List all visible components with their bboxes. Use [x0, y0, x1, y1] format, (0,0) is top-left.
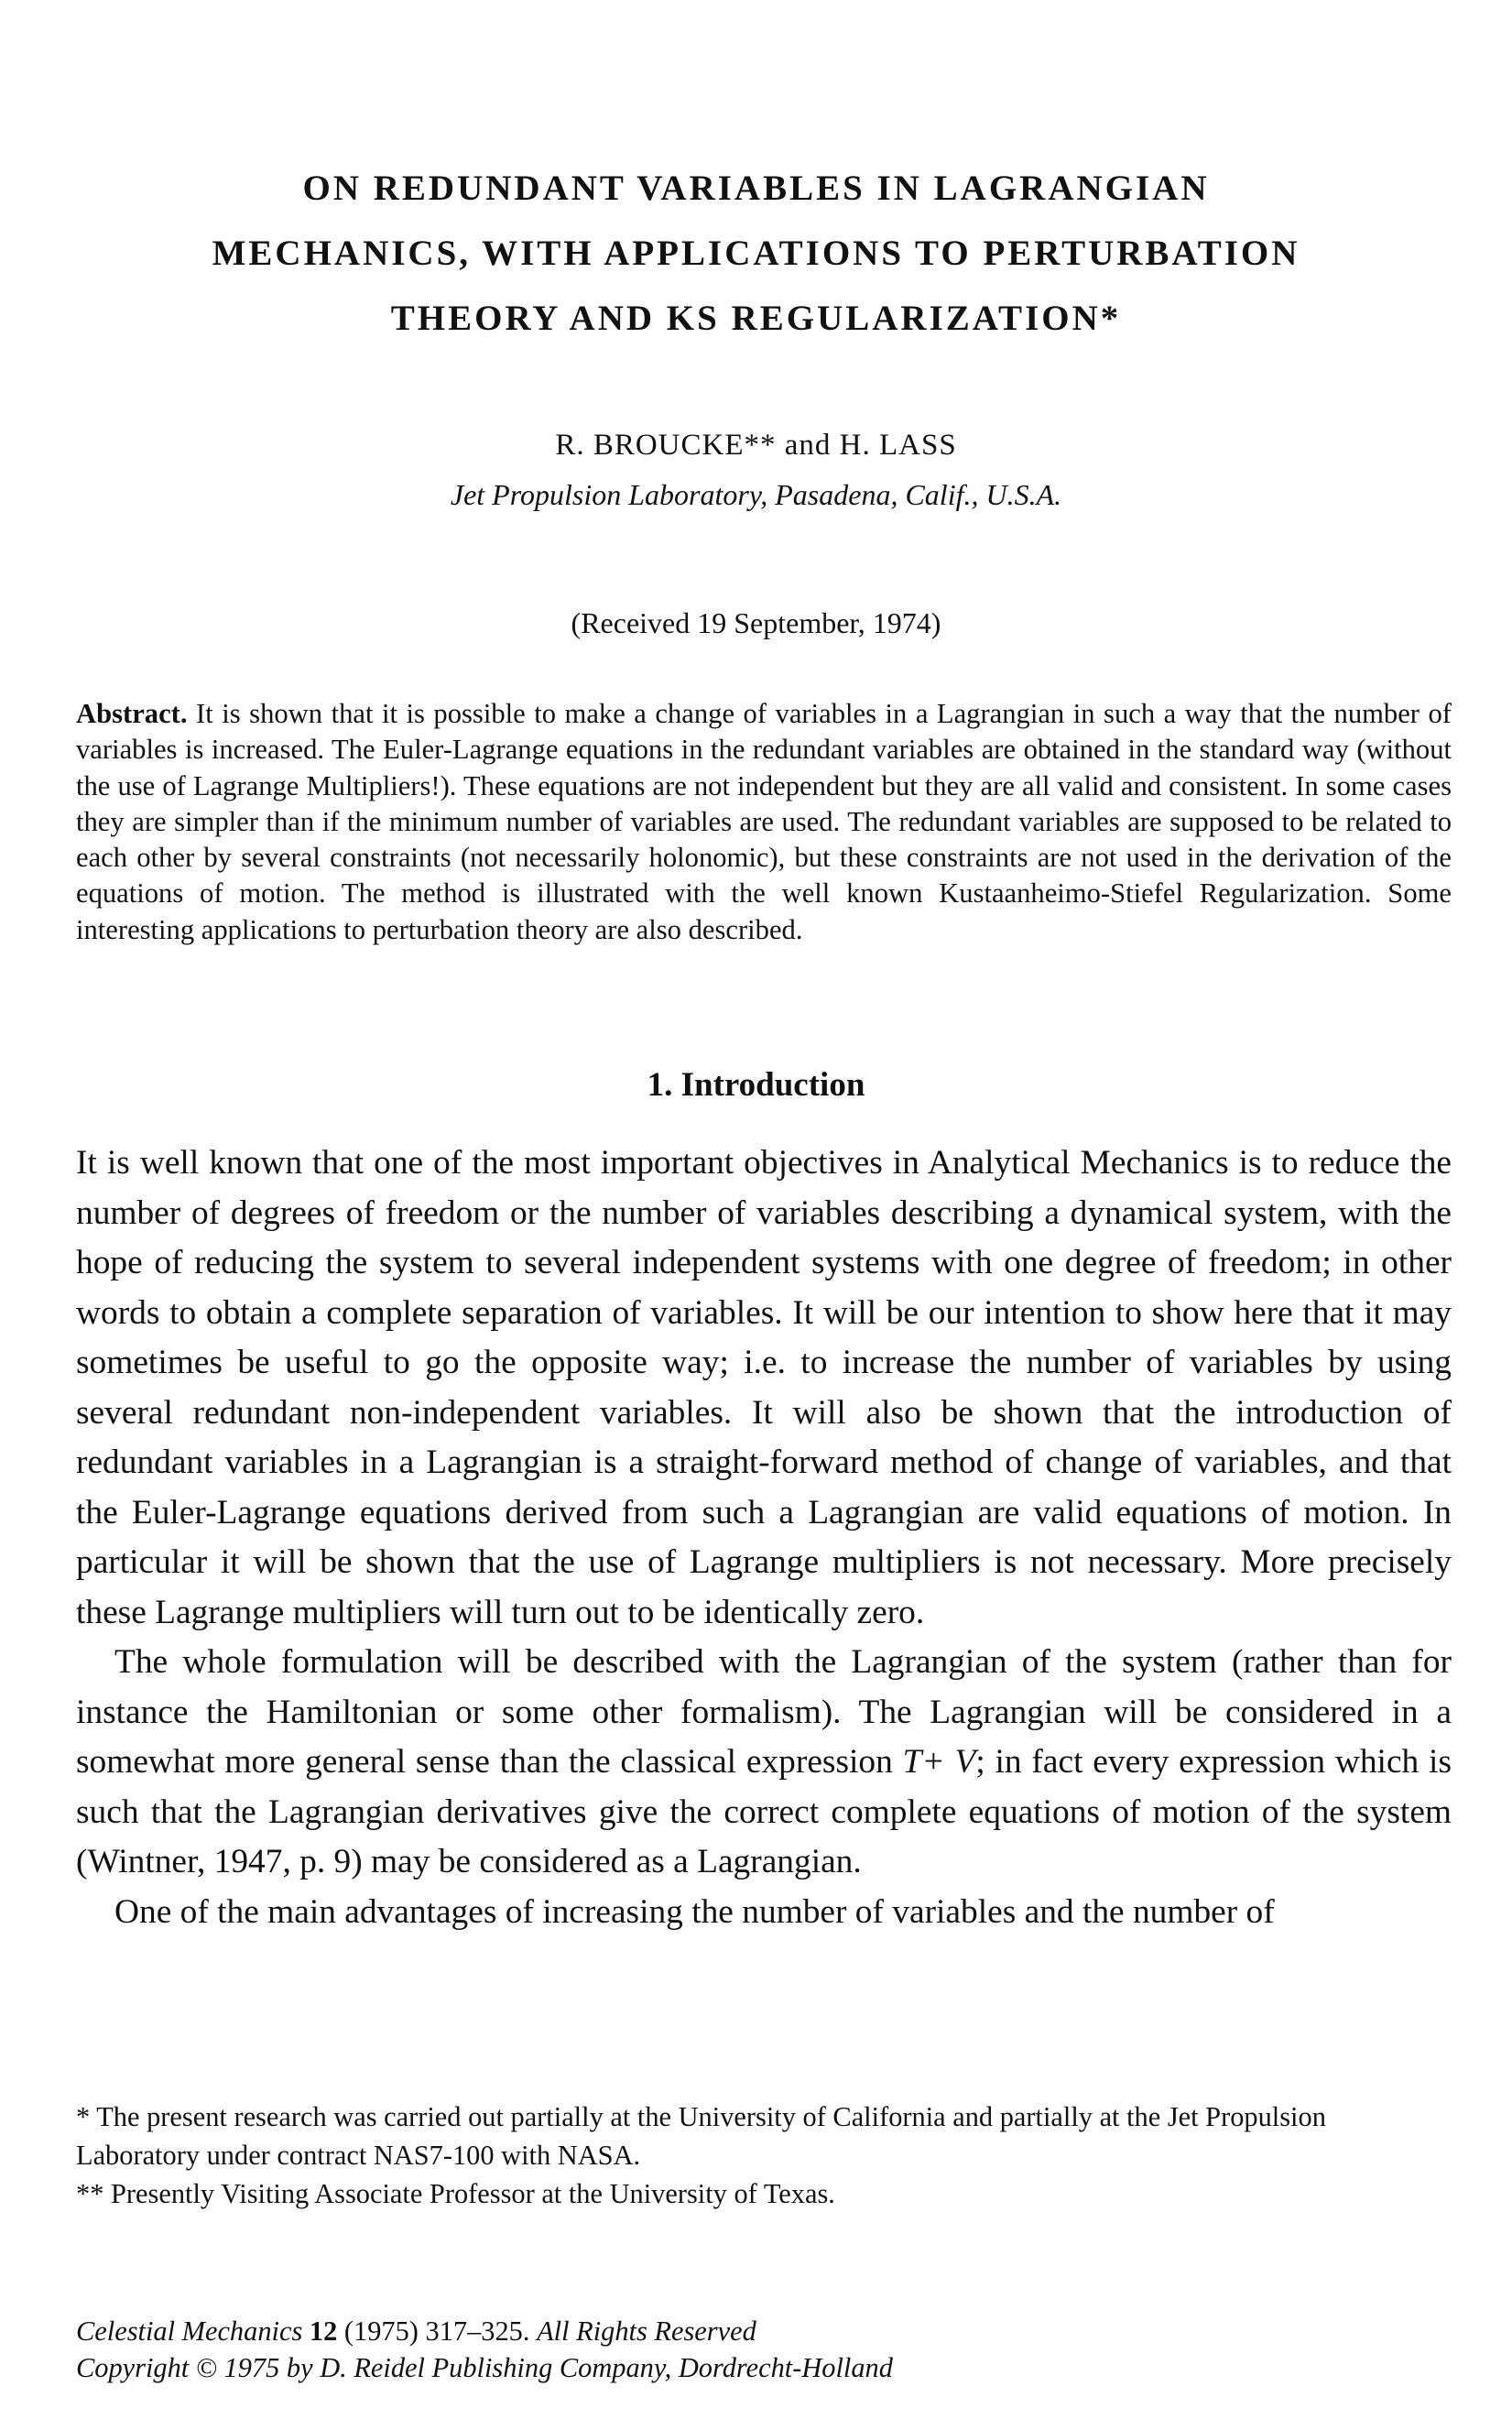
journal-name: Celestial Mechanics: [76, 2315, 303, 2347]
expression-t-plus-v: T+ V: [902, 1743, 976, 1781]
journal-volume: 12: [309, 2315, 338, 2347]
section-heading: 1. Introduction: [647, 1066, 865, 1104]
paragraph-3: One of the main advantages of increasing the number of variables and the number of: [114, 1892, 1275, 1931]
abstract-label: Abstract.: [76, 698, 188, 729]
authors: R. BROUCKE** and H. LASS: [555, 429, 957, 462]
footnotes: [76, 2098, 1452, 2213]
journal-info: [76, 2313, 1452, 2386]
title-line-2: MECHANICS, WITH APPLICATIONS TO PERTURBATION: [212, 234, 1300, 273]
journal-rights: All Rights Reserved: [537, 2315, 756, 2347]
journal-line: [76, 2313, 1452, 2349]
title-line-1: ON REDUNDANT VARIABLES IN LAGRANGIAN: [302, 169, 1210, 208]
footnote-1: * The present research was carried out partially at the University of California and partially at the Jet Propulsion Laboratory under contract NAS7-100 with NASA.: [76, 2101, 1326, 2171]
paragraph-2-start: The whole formulation will be described with the Lagrangian of the system (rather than for instance the Hamiltonian or some other formalism). The Lagrangian will be considered in a somewhat more general sense than the classical expression: [76, 1643, 1452, 1781]
paper-title: [110, 156, 1402, 351]
paragraph-2: [76, 1638, 1452, 1888]
journal-copyright: Copyright © 1975 by D. Reidel Publishing Company, Dordrecht-Holland: [76, 2352, 893, 2383]
abstract: [76, 696, 1452, 948]
journal-details: (1975) 317–325.: [343, 2315, 530, 2347]
affiliation: Jet Propulsion Laboratory, Pasadena, Calif., U.S.A.: [450, 478, 1062, 511]
received-date: (Received 19 September, 1974): [571, 606, 941, 639]
title-line-3: THEORY AND KS REGULARIZATION*: [390, 299, 1122, 338]
introduction-body: [76, 1139, 1452, 1937]
paragraph-2-end: ; in fact every expression which is such that the Lagrangian derivatives give the correct complete equations of motion of the system (Wintner, 1947, p. 9) may be considered as a Lagrangian.: [76, 1743, 1452, 1880]
footnote-2: ** Presently Visiting Associate Professor at the University of Texas.: [76, 2178, 835, 2209]
paragraph-1: It is well known that one of the most important objectives in Analytical Mechanics is to reduce the number of degrees of freedom or the number of variables describing a dynamical system, with the hope of reducing the system to several independent systems with one degree of freedom; in other words to obtain a complete separation of variables. It will be our intention to show here that it may sometimes be useful to go the opposite way; i.e. to increase the number of variables by using several redundant non-independent variables. It will also be shown that the introduction of redundant variables in a Lagrangian is a straight-forward method of change of variables, and that the Euler-Lagrange equations derived from such a Lagrangian are valid equations of motion. In particular it will be shown that the use of Lagrange multipliers is not necessary. More precisely these Lagrange multipliers will turn out to be identically zero.: [76, 1144, 1452, 1631]
abstract-text: It is shown that it is possible to make a change of variables in a Lagrangian in such a way that the number of variables is increased. The Euler-Lagrange equations in the redundant variables are obtained in the standard way (without the use of Lagrange Multipliers!). These equations are not independent but they are all valid and consistent. In some cases they are simpler than if the minimum number of variables are used. The redundant variables are supposed to be related to each other by several constraints (not necessarily holonomic), but these constraints are not used in the derivation of the equations of motion. The method is illustrated with the well known Kustaanheimo-Stiefel Regularization. Some interesting applications to perturbation theory are also described.: [76, 698, 1452, 945]
